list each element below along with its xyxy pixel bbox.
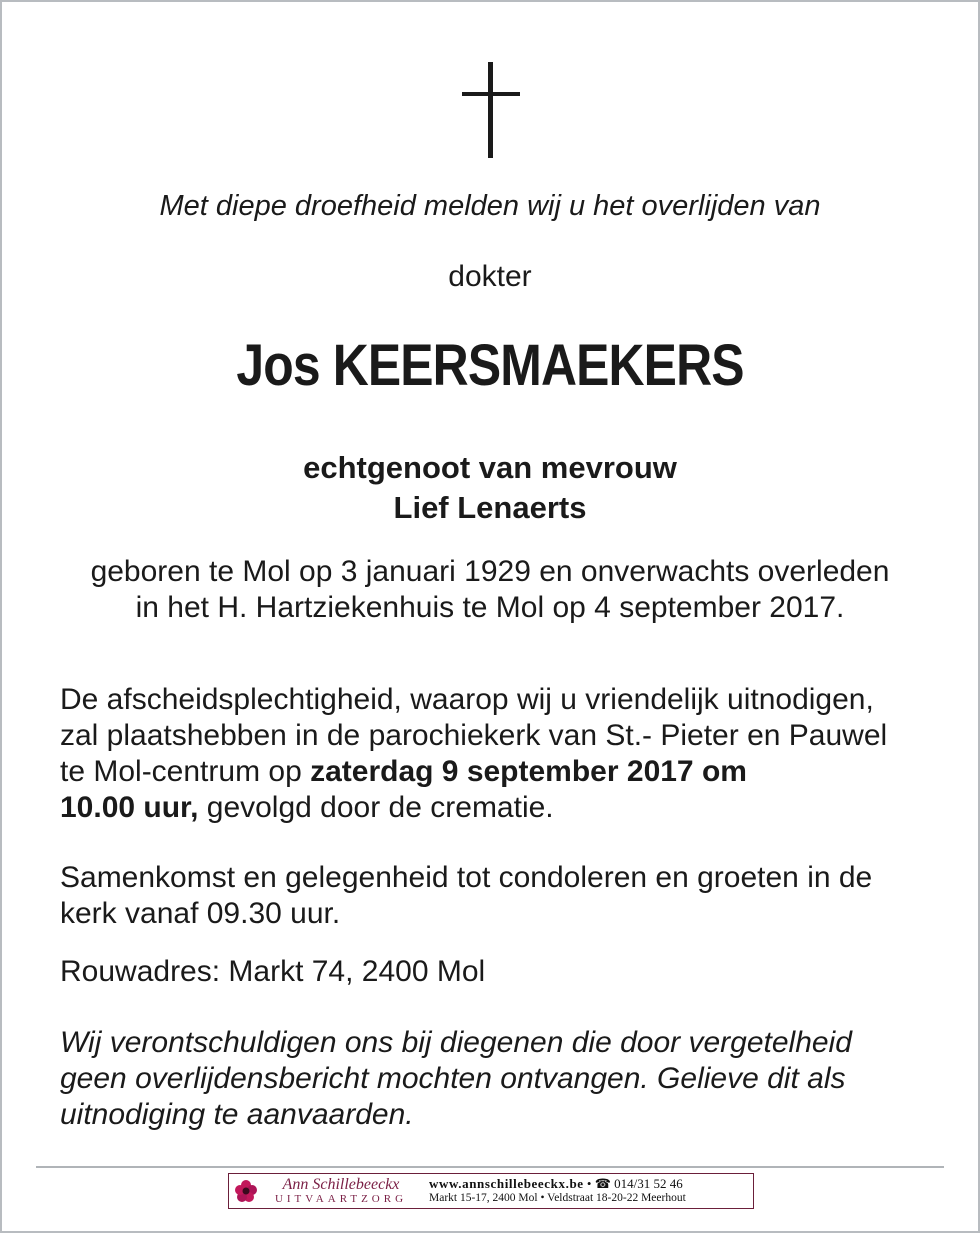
ceremony-line-2: zal plaatshebben in de parochiekerk van St.- Pieter en Pauwel	[60, 719, 888, 752]
birth-line-2: in het H. Hartziekenhuis te Mol op 4 september 2017.	[135, 591, 845, 624]
funeral-home-name: Ann Schillebeeckx	[282, 1176, 400, 1193]
gathering-line-1: Samenkomst en gelegenheid tot condoleren en groeten in de	[60, 861, 873, 894]
apology-line-2: geen overlijdensbericht mochten ontvangen. Gelieve dit als	[60, 1062, 846, 1095]
gathering-paragraph	[60, 860, 940, 932]
deceased-name: Jos KEERSMAEKERS	[236, 333, 744, 398]
ceremony-line-4	[60, 790, 940, 826]
separator: •	[583, 1176, 595, 1191]
apology-line-1: Wij verontschuldigen ons bij diegenen die door vergetelheid	[60, 1026, 852, 1059]
intro-text: Met diepe droefheid melden wij u het overlijden van	[159, 190, 821, 222]
phone-number: 014/31 52 46	[614, 1176, 683, 1191]
ceremony-line-1: De afscheidsplechtigheid, waarop wij u vriendelijk uitnodigen,	[60, 683, 874, 716]
contact-line	[429, 1176, 683, 1192]
title-text: dokter	[448, 260, 532, 293]
ceremony-line-3	[60, 754, 940, 790]
mourning-address: Rouwadres: Markt 74, 2400 Mol	[60, 955, 486, 988]
birth-line-1: geboren te Mol op 3 januari 1929 en onverwachts overleden	[90, 555, 890, 588]
ceremony-cremation: gevolgd door de crematie.	[198, 791, 554, 824]
funeral-home-addresses: Markt 15-17, 2400 Mol • Veldstraat 18-20-22 Meerhout	[429, 1192, 686, 1204]
website-link[interactable]: www.annschillebeeckx.be	[429, 1176, 584, 1191]
apology-paragraph	[60, 1025, 940, 1133]
funeral-home-banner	[228, 1173, 754, 1209]
apology-line-3: uitnodiging te aanvaarden.	[60, 1098, 414, 1131]
birth-block	[0, 554, 980, 626]
footer-divider	[36, 1166, 944, 1168]
ceremony-location: te Mol-centrum op	[60, 755, 311, 788]
spouse-line-2: Lief Lenaerts	[393, 490, 587, 525]
ceremony-time: 10.00 uur,	[60, 791, 199, 824]
gathering-line-2: kerk vanaf 09.30 uur.	[60, 897, 341, 930]
cross-icon	[462, 62, 520, 158]
ceremony-paragraph	[60, 682, 940, 826]
funeral-home-subtitle: UITVAARTZORG	[274, 1193, 408, 1205]
spouse-block	[0, 448, 980, 528]
phone-icon: ☎	[594, 1176, 611, 1191]
spouse-line-1: echtgenoot van mevrouw	[303, 450, 677, 485]
ceremony-date: zaterdag 9 september 2017 om	[310, 755, 747, 788]
flower-logo-icon	[233, 1178, 259, 1204]
